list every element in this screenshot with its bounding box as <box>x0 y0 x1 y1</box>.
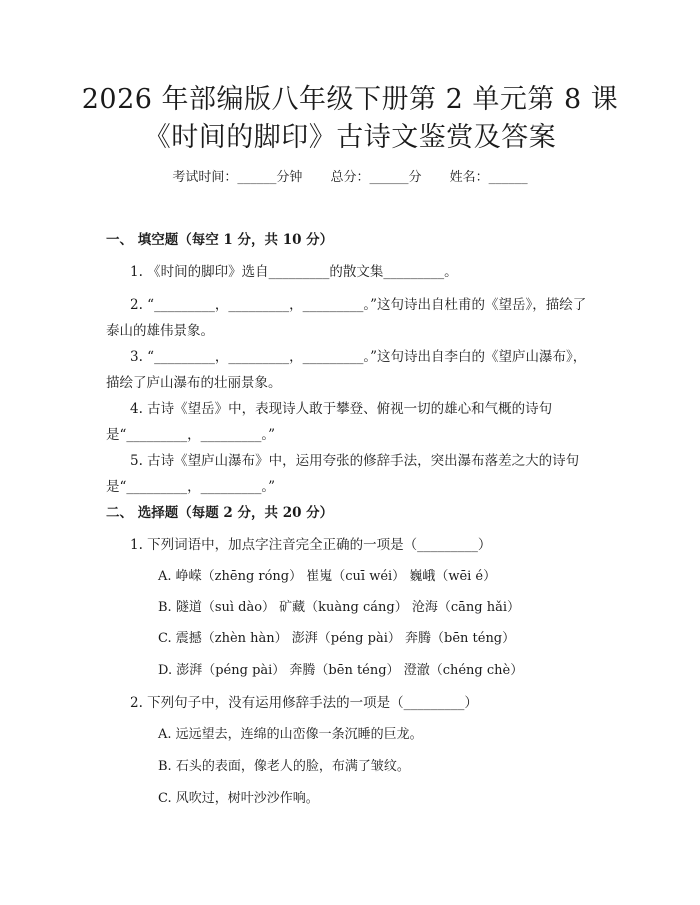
exam-info-row <box>0 168 700 188</box>
page-title-line1: 2026 年部编版八年级下册第 2 单元第 8 课 <box>81 84 619 115</box>
question-item: 3. “_________，_________，_________。”这句诗出自李白的《望庐山瀑布》，描绘了庐山瀑布的壮丽景象。 <box>106 349 587 391</box>
choice-option: B. 隧道（suì dào） 矿藏（kuàng cáng） 沧海（cāng hǎi） <box>158 600 521 615</box>
exam-time-field: 考试时间：______分钟 <box>172 170 303 185</box>
choice-option: C. 震撼（zhèn hàn） 澎湃（péng pài） 奔腾（bēn téng） <box>158 631 516 646</box>
total-score-field: 总分：______分 <box>330 170 422 185</box>
question-item: 2. “_________，_________，_________。”这句诗出自杜甫的《望岳》，描绘了泰山的雄伟景象。 <box>106 297 587 339</box>
section-heading-fill-blank: 一、 填空题（每空 1 分，共 10 分） <box>106 232 334 248</box>
choice-option: B. 石头的表面，像老人的脸，布满了皱纹。 <box>158 759 410 774</box>
question-item: 5. 古诗《望庐山瀑布》中，运用夸张的修辞手法，突出瀑布落差之大的诗句是“_________，_________。” <box>106 453 580 495</box>
question-item: 1. 下列词语中，加点字注音完全正确的一项是（_________） <box>130 537 492 553</box>
section-heading-multiple-choice: 二、 选择题（每题 2 分，共 20 分） <box>106 505 334 521</box>
name-field: 姓名：______ <box>449 170 528 185</box>
choice-option: A. 远远望去，连绵的山峦像一条沉睡的巨龙。 <box>158 727 423 742</box>
choice-option: C. 风吹过，树叶沙沙作响。 <box>158 791 319 806</box>
page-title-line2: 《时间的脚印》古诗文鉴赏及答案 <box>143 122 557 153</box>
choice-option: D. 澎湃（péng pài） 奔腾（bēn téng） 澄澈（chéng chè） <box>158 663 524 678</box>
choice-option: A. 峥嵘（zhēng róng） 崔嵬（cuī wéi） 巍峨（wēi é） <box>158 569 497 584</box>
question-item: 2. 下列句子中，没有运用修辞手法的一项是（_________） <box>130 695 478 711</box>
question-item: 1. 《时间的脚印》选自_________的散文集_________。 <box>130 264 458 280</box>
question-item: 4. 古诗《望岳》中，表现诗人敢于攀登、俯视一切的雄心和气概的诗句是“_________，_________。” <box>106 401 553 443</box>
